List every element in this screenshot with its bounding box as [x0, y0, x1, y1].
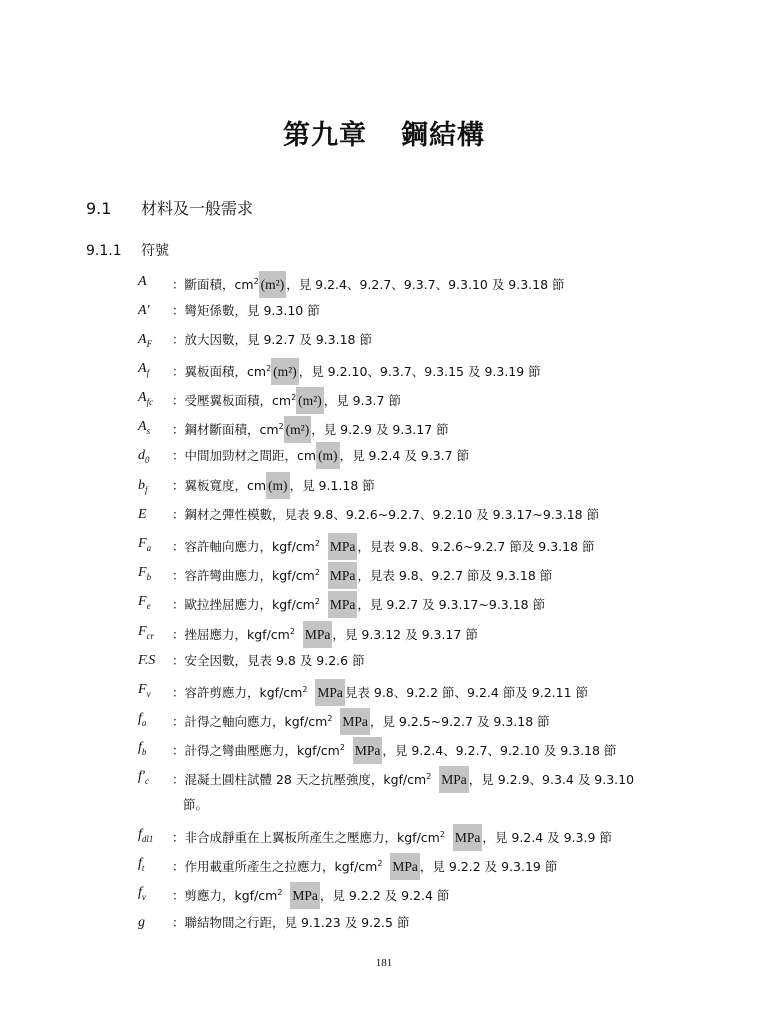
symbol-description: [172, 680, 588, 703]
symbol: [138, 767, 172, 791]
symbol-base: f: [138, 856, 142, 871]
symbol-base: f: [138, 740, 142, 755]
highlighted-si-unit: MPa: [340, 708, 370, 735]
highlighted-si-unit: MPa: [290, 882, 320, 909]
unit-exponent: 2: [302, 685, 308, 694]
chapter-number: 第九章: [283, 120, 367, 151]
symbol-base: f: [138, 711, 142, 726]
highlighted-si-unit: MPa: [328, 562, 358, 589]
description-text: ：非合成靜重在上翼板所產生之壓應力，kgf/cm: [172, 830, 440, 846]
symbol: [138, 388, 172, 412]
symbol: [138, 738, 172, 762]
unit-exponent: 2: [339, 743, 345, 752]
symbol-subscript: v: [146, 688, 151, 699]
symbol-description: [172, 709, 550, 732]
unit-exponent: 2: [253, 277, 259, 286]
symbol-base: f: [138, 885, 142, 900]
symbol-description: [172, 534, 595, 557]
symbol-description: [172, 301, 320, 321]
symbol-description: [172, 913, 409, 933]
unit-exponent: 2: [426, 772, 432, 781]
description-text: ：計得之軸向應力，kgf/cm: [172, 714, 328, 730]
symbol-description: [172, 359, 541, 382]
symbol: [138, 563, 172, 587]
highlighted-si-unit: MPa: [315, 679, 345, 706]
unit-exponent: 2: [314, 597, 320, 606]
reference-text: ，見 9.2.4、9.2.7、9.3.7、9.3.10 及 9.3.18 節: [286, 277, 565, 293]
chapter-title: [0, 113, 768, 152]
symbol-subscript: f: [146, 367, 150, 378]
symbol: [138, 680, 172, 704]
page-number: 181: [375, 957, 393, 969]
symbol-description: [172, 622, 478, 645]
symbol-subscript: c: [144, 775, 149, 786]
symbol-subscript: b: [146, 571, 152, 582]
symbol: [138, 446, 172, 470]
symbol-description: [172, 388, 401, 411]
symbol-subscript: t: [141, 862, 145, 873]
symbol-base: A′: [138, 303, 150, 318]
reference-text: ，見 9.2.4、9.2.7、9.2.10 及 9.3.18 節: [382, 743, 617, 759]
symbol-base: f′: [138, 769, 145, 784]
symbol-base: E: [138, 507, 147, 522]
symbol-subscript: v: [141, 891, 146, 902]
symbol-base: A: [138, 361, 147, 376]
description-text: ：翼板寬度，cm: [172, 478, 267, 493]
symbol-base: A: [138, 390, 147, 405]
unit-exponent: 2: [439, 830, 445, 839]
symbol-description: [172, 505, 599, 525]
highlighted-si-unit: (m²): [259, 271, 287, 298]
description-text: ：安全因數，見表 9.8 及 9.2.6 節: [172, 653, 365, 668]
symbol-subscript: cr: [146, 630, 155, 641]
symbol-base: d: [138, 448, 145, 463]
symbol-description: [172, 330, 372, 350]
symbol-subscript: a: [146, 542, 152, 553]
reference-text: 見表 9.8、9.2.2 節、9.2.4 節及 9.2.11 節: [344, 685, 589, 701]
symbol: [138, 622, 172, 646]
reference-text: ，見 9.2.7 及 9.3.17~9.3.18 節: [357, 597, 546, 613]
symbol: [138, 825, 172, 849]
symbol-description: [172, 651, 365, 671]
reference-text: ，見 9.2.2 及 9.2.4 節: [319, 888, 450, 904]
description-text: ：受壓翼板面積，cm: [172, 393, 292, 409]
symbol-base: F: [138, 594, 147, 609]
symbol: [138, 854, 172, 878]
unit-exponent: 2: [314, 568, 320, 577]
symbol-description: [172, 272, 565, 295]
highlighted-si-unit: MPa: [390, 853, 420, 880]
highlighted-si-unit: MPa: [328, 591, 358, 618]
highlighted-si-unit: MPa: [353, 737, 383, 764]
subsection-heading: [86, 240, 169, 260]
symbol-description: [172, 854, 557, 877]
unit-exponent: 2: [266, 364, 272, 373]
symbol-subscript: dl1: [141, 833, 154, 844]
subsection-title: 符號: [141, 243, 169, 259]
unit-exponent: 2: [277, 888, 283, 897]
symbol-base: g: [138, 915, 145, 930]
reference-text: ，見 9.1.18 節: [289, 478, 375, 493]
symbol: [138, 709, 172, 733]
symbol: [138, 330, 172, 354]
symbol-base: A: [138, 332, 147, 347]
chapter-name: 鋼結構: [401, 120, 485, 151]
symbol: [138, 592, 172, 616]
reference-text: ，見 9.2.5~9.2.7 及 9.3.18 節: [369, 714, 550, 730]
description-text: ：放大因數，見 9.2.7 及 9.3.18 節: [172, 332, 372, 347]
symbol-subscript: b: [141, 746, 147, 757]
description-text: ：聯結物間之行距，見 9.1.23 及 9.2.5 節: [172, 915, 410, 930]
symbol-description: [172, 476, 375, 496]
symbol: [138, 505, 172, 525]
symbol-base: A: [138, 274, 147, 289]
reference-text: ，見 9.2.9、9.3.4 及 9.3.10: [468, 772, 635, 788]
symbol-description: [172, 767, 634, 790]
symbol: [138, 913, 172, 933]
reference-text: ，見 9.2.2 及 9.3.19 節: [419, 859, 558, 875]
symbol-description: [172, 738, 616, 761]
symbol-base: F: [138, 682, 147, 697]
symbol: [138, 272, 172, 292]
symbol: [138, 476, 172, 500]
description-text: ：鋼材斷面積，cm: [172, 422, 279, 438]
highlighted-si-unit: MPa: [453, 824, 483, 851]
reference-text: ，見表 9.8、9.2.7 節及 9.3.18 節: [357, 568, 553, 584]
reference-text: ，見 9.2.4 及 9.3.7 節: [339, 448, 470, 463]
description-text: ：作用載重所產生之拉應力，kgf/cm: [172, 859, 378, 875]
symbol-base: F.S: [138, 653, 156, 668]
symbol: [138, 651, 172, 671]
continuation-text: 節。: [183, 797, 209, 812]
highlighted-si-unit: (m²): [271, 358, 299, 385]
symbol-subscript: fc: [146, 396, 154, 407]
description-text: ：翼板面積，cm: [172, 364, 267, 380]
reference-text: ，見 9.2.10、9.3.7、9.3.15 及 9.3.19 節: [298, 364, 541, 380]
symbol-description: [172, 592, 545, 615]
description-text: ：容許剪應力，kgf/cm: [172, 685, 303, 701]
unit-exponent: 2: [278, 422, 284, 431]
unit-exponent: 2: [289, 627, 295, 636]
symbol-base: f: [138, 827, 142, 842]
description-text: ：容許彎曲應力，kgf/cm: [172, 568, 315, 584]
symbol-description: [172, 446, 469, 466]
symbol: [138, 883, 172, 907]
unit-exponent: 2: [314, 539, 320, 548]
symbol-subscript: e: [146, 600, 151, 611]
symbol-base: F: [138, 565, 147, 580]
unit-exponent: 2: [327, 714, 333, 723]
description-text: ：混凝土圓柱試體 28 天之抗壓強度，kgf/cm: [172, 772, 427, 788]
reference-text: ，見 9.3.12 及 9.3.17 節: [332, 627, 478, 643]
reference-text: ，見 9.3.7 節: [323, 393, 401, 409]
description-text: ：彎矩係數，見 9.3.10 節: [172, 303, 320, 318]
symbol-subscript: f: [145, 484, 148, 495]
symbol-subscript: a: [141, 717, 147, 728]
symbol-base: F: [138, 624, 147, 639]
reference-text: ，見表 9.8、9.2.6~9.2.7 節及 9.3.18 節: [357, 539, 595, 555]
symbol-description: [172, 417, 449, 440]
highlighted-si-unit: MPa: [328, 533, 358, 560]
description-text: ：計得之彎曲壓應力，kgf/cm: [172, 743, 340, 759]
unit-exponent: 2: [291, 393, 297, 402]
description-text: ：中間加勁材之間距，cm: [172, 448, 317, 463]
highlighted-si-unit: MPa: [303, 621, 333, 648]
description-text: ：歐拉挫屈應力，kgf/cm: [172, 597, 315, 613]
symbol-subscript: F: [146, 338, 153, 349]
symbol: [138, 301, 172, 321]
symbol-description: [172, 883, 449, 906]
unit-exponent: 2: [377, 859, 383, 868]
description-text: ：鋼材之彈性模數，見表 9.8、9.2.6~9.2.7、9.2.10 及 9.3.17~9.3.18 節: [172, 507, 600, 522]
subsection-number: 9.1.1: [86, 243, 122, 259]
section-heading: [86, 196, 253, 219]
highlighted-si-unit: (m): [266, 472, 290, 499]
description-text: ：容許軸向應力，kgf/cm: [172, 539, 315, 555]
symbol-subscript: 0: [145, 454, 150, 465]
symbol-description: [172, 825, 612, 848]
reference-text: ，見 9.2.4 及 9.3.9 節: [482, 830, 612, 846]
symbol-base: A: [138, 419, 147, 434]
reference-text: ，見 9.2.9 及 9.3.17 節: [311, 422, 449, 438]
symbol-base: F: [138, 536, 147, 551]
symbol-description: [172, 563, 552, 586]
symbol-base: b: [138, 478, 145, 493]
symbol-subscript: s: [146, 425, 151, 436]
symbol: [138, 359, 172, 383]
section-title: 材料及一般需求: [141, 199, 254, 218]
symbol: [138, 534, 172, 558]
highlighted-si-unit: (m): [316, 442, 340, 469]
highlighted-si-unit: (m²): [284, 416, 312, 443]
description-text: ：挫屈應力，kgf/cm: [172, 627, 290, 643]
symbol: [138, 417, 172, 441]
description-text: ：斷面積，cm: [172, 277, 254, 293]
highlighted-si-unit: MPa: [439, 766, 469, 793]
highlighted-si-unit: (m²): [296, 387, 324, 414]
section-number: 9.1: [86, 199, 112, 218]
description-text: ：剪應力，kgf/cm: [172, 888, 278, 904]
